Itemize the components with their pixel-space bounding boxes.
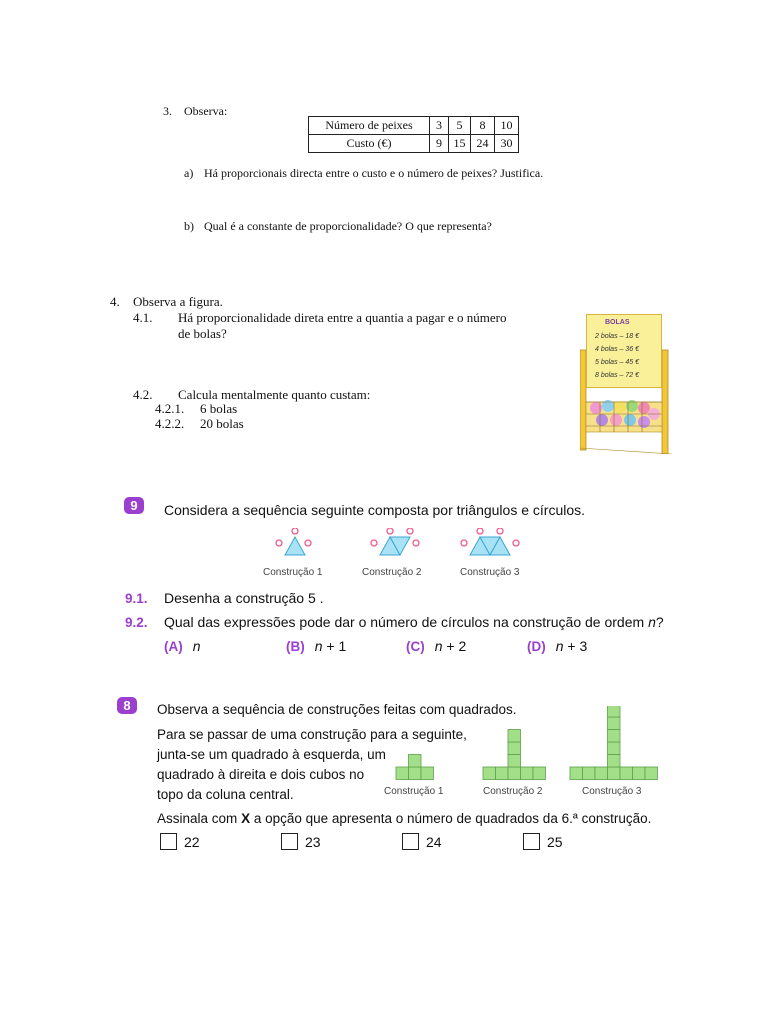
q8-caption: Construção 3	[582, 786, 642, 797]
sign-line: 8 bolas – 72 €	[595, 372, 639, 379]
option-rest: + 1	[322, 638, 347, 654]
option-label: (C)	[406, 639, 425, 654]
construction-1-squares	[396, 755, 434, 780]
triangle-sequence-figure	[268, 528, 588, 562]
q92-end: ?	[655, 614, 664, 630]
q91-text: Desenha a construção 5 .	[164, 590, 324, 606]
table-cell: 24	[471, 135, 495, 153]
q92-question	[164, 614, 664, 630]
q8-para-line: Para se passar de uma construção para a seguinte,	[157, 727, 467, 742]
table-row	[309, 117, 519, 135]
option-value: 23	[305, 834, 321, 850]
q3-number: 3.	[163, 104, 172, 118]
q3-label: Observa:	[184, 104, 228, 118]
option-variable: n	[314, 638, 323, 654]
option-label: (D)	[527, 639, 546, 654]
option-value: 22	[184, 834, 200, 850]
square-sequence-figure	[395, 706, 660, 781]
q8-instr-post: a opção que apresenta o número de quadrados da 6.ª construção.	[253, 811, 652, 826]
option-value: 25	[547, 834, 563, 850]
option-c[interactable]	[406, 638, 466, 656]
option-b[interactable]	[286, 638, 346, 656]
option-rest: + 3	[563, 638, 588, 654]
fish-cost-table	[308, 116, 519, 153]
checkbox[interactable]	[281, 833, 298, 850]
option-variable: n	[555, 638, 564, 654]
sign-line: 4 bolas – 36 €	[595, 346, 639, 353]
construction-2-shape	[371, 528, 419, 555]
q42-number: 4.2.	[133, 387, 153, 402]
q422-number: 4.2.2.	[155, 416, 185, 431]
table-cell: 30	[495, 135, 519, 153]
option-label: (A)	[164, 639, 183, 654]
table-header-cell: Número de peixes	[309, 117, 430, 135]
q3a-text: Há proporcionais directa entre o custo e o número de peixes? Justifica.	[204, 166, 544, 180]
table-header-cell: Custo (€)	[309, 135, 430, 153]
sign-line: 2 bolas – 18 €	[595, 333, 639, 340]
checkbox[interactable]	[402, 833, 419, 850]
triangle-sequence-drawing	[268, 528, 588, 562]
q3b-label: b)	[184, 219, 194, 233]
q8-para-line: quadrado à direita e dois cubos no	[157, 767, 365, 782]
option-label: (B)	[286, 639, 305, 654]
q8-instr-pre: Assinala com	[157, 811, 238, 826]
q421-number: 4.2.1.	[155, 401, 185, 416]
checkbox[interactable]	[160, 833, 177, 850]
q3b-text: Qual é a constante de proporcionalidade? O que representa?	[204, 219, 492, 233]
construction-1-shape	[276, 528, 311, 555]
q8-para-line: topo da coluna central.	[157, 787, 294, 802]
construction-3-squares	[570, 706, 658, 780]
option-variable: n	[192, 638, 201, 654]
q8-badge: 8	[117, 697, 137, 714]
q8-para-line: junta-se um quadrado à esquerda, um	[157, 747, 386, 762]
q421-text: 6 bolas	[200, 401, 238, 416]
option-d[interactable]	[527, 638, 587, 656]
table-cell: 10	[495, 117, 519, 135]
q9-caption: Construção 2	[362, 567, 422, 578]
sign-line: 5 bolas – 45 €	[595, 359, 639, 366]
q3a-label: a)	[184, 166, 194, 180]
q92-variable: n	[648, 614, 656, 630]
option-rest: + 2	[442, 638, 467, 654]
construction-3-shape	[461, 528, 519, 555]
q42-text: Calcula mentalmente quanto custam:	[178, 387, 371, 402]
q9-badge: 9	[124, 497, 144, 514]
square-sequence-drawing	[395, 706, 660, 781]
sign-title: BOLAS	[605, 319, 630, 326]
q8-caption: Construção 2	[483, 786, 543, 797]
table-cell: 9	[430, 135, 449, 153]
table-row	[309, 135, 519, 153]
construction-2-squares	[483, 730, 546, 780]
q41-number: 4.1.	[133, 310, 153, 325]
ball-stand-illustration	[580, 310, 672, 454]
q8-instruction	[157, 811, 651, 826]
table-cell: 3	[430, 117, 449, 135]
option-a[interactable]	[164, 638, 201, 656]
q92-text: Qual das expressões pode dar o número de círculos na construção de ordem	[164, 614, 645, 630]
q4-number: 4.	[110, 294, 120, 309]
q8-text: Observa a sequência de construções feitas com quadrados.	[157, 702, 517, 717]
table-cell: 5	[449, 117, 471, 135]
q4-label: Observa a figura.	[133, 294, 223, 309]
q8-instr-x: X	[241, 811, 251, 826]
option-value: 24	[426, 834, 442, 850]
price-sign	[586, 314, 662, 388]
checkbox[interactable]	[523, 833, 540, 850]
table-cell: 8	[471, 117, 495, 135]
q9-caption: Construção 3	[460, 567, 520, 578]
q422-text: 20 bolas	[200, 416, 244, 431]
option-variable: n	[434, 638, 443, 654]
q41-line1: Há proporcionalidade direta entre a quantia a pagar e o número	[178, 310, 507, 325]
table-cell: 15	[449, 135, 471, 153]
q91-number: 9.1.	[125, 591, 148, 606]
q9-text: Considera a sequência seguinte composta por triângulos e círculos.	[164, 502, 586, 518]
q9-caption: Construção 1	[263, 567, 323, 578]
q8-caption: Construção 1	[384, 786, 444, 797]
q41-line2: de bolas?	[178, 326, 227, 341]
q92-number: 9.2.	[125, 615, 148, 630]
